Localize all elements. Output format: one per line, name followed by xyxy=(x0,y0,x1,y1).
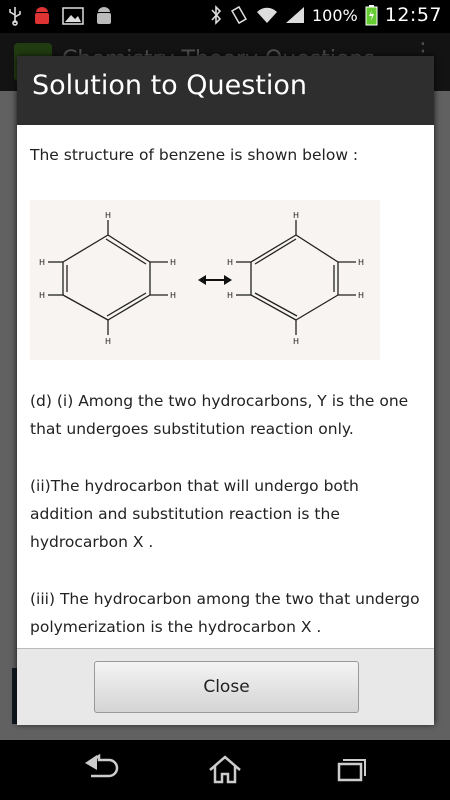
atom-h-label: H xyxy=(358,258,365,267)
atom-h-label: H xyxy=(170,258,177,267)
wifi-icon xyxy=(256,6,278,24)
benzene-resonance-figure xyxy=(30,200,380,360)
atom-h-label: H xyxy=(39,291,46,300)
home-icon[interactable] xyxy=(200,752,250,788)
recent-apps-icon[interactable] xyxy=(325,752,375,788)
resonance-arrow xyxy=(198,275,232,285)
android-icon xyxy=(94,6,114,26)
status-bar xyxy=(0,0,450,33)
atom-h-label: H xyxy=(170,291,177,300)
benzene-right xyxy=(236,220,356,335)
clock: 12:57 xyxy=(384,4,442,26)
vibrate-icon xyxy=(229,5,249,25)
atom-h-label: H xyxy=(358,291,365,300)
benzene-structure-diagram xyxy=(30,200,380,360)
dialog-title: Solution to Question xyxy=(32,70,308,101)
intro-text: The structure of benzene is shown below : xyxy=(30,146,359,164)
usb-icon xyxy=(8,6,22,26)
atom-h-label: H xyxy=(227,258,234,267)
dialog-footer xyxy=(17,648,434,725)
benzene-left xyxy=(48,220,168,335)
atom-h-label: H xyxy=(293,211,300,220)
solution-dialog xyxy=(17,56,434,724)
android-debug-icon xyxy=(32,6,52,26)
close-button[interactable]: Close xyxy=(94,661,359,713)
answer-paragraph-i: (d) (i) Among the two hydrocarbons, Y is the one that undergoes substitution reaction only. xyxy=(30,392,409,438)
atom-h-label: H xyxy=(293,337,300,346)
dialog-content[interactable] xyxy=(17,125,434,704)
image-icon xyxy=(62,6,84,26)
back-icon[interactable] xyxy=(75,752,125,788)
answer-paragraph-iii: (iii) The hydrocarbon among the two that undergo polymerization is the hydrocarbon X . xyxy=(30,590,420,636)
navigation-bar xyxy=(0,740,450,800)
battery-charging-icon xyxy=(365,4,378,26)
answer-paragraph-ii: (ii)The hydrocarbon that will undergo both addition and substitution reaction is the hydrocarbon X . xyxy=(30,477,359,551)
atom-h-label: H xyxy=(105,211,112,220)
battery-percent: 100% xyxy=(311,5,358,25)
atom-h-label: H xyxy=(105,337,112,346)
atom-h-label: H xyxy=(39,258,46,267)
bluetooth-icon xyxy=(210,5,222,25)
atom-h-label: H xyxy=(227,291,234,300)
signal-icon xyxy=(285,6,305,24)
